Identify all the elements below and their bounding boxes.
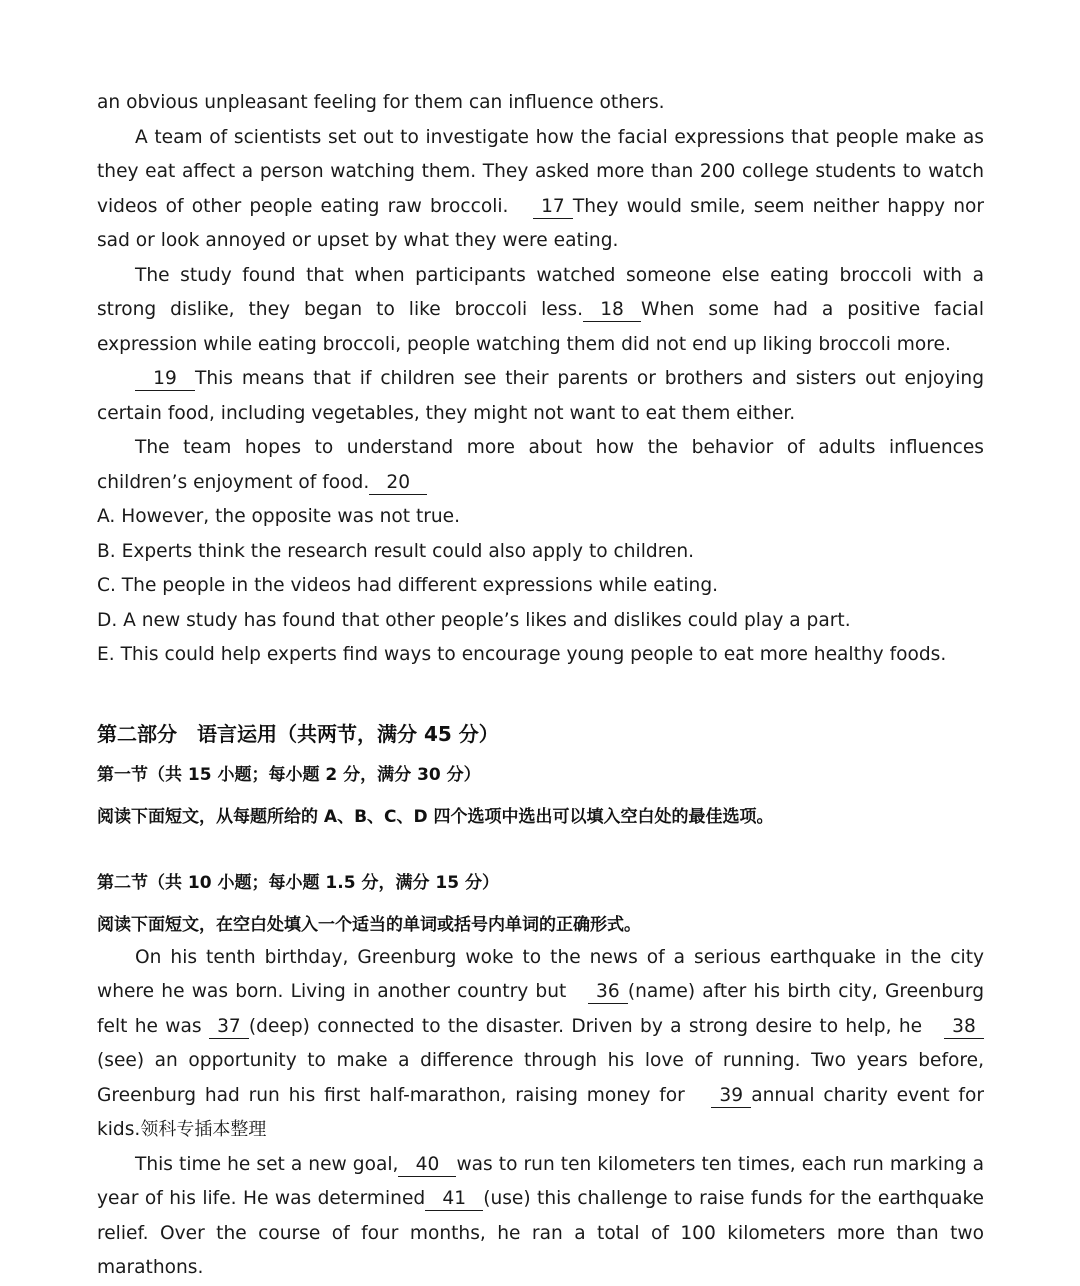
section1-instruction: 阅读下面短文，从每题所给的 A、B、C、D 四个选项中选出可以填入空白处的最佳选项。 [97, 806, 774, 827]
passage1-paragraph-2 [97, 259, 984, 363]
blank-19[interactable]: 19 [135, 368, 195, 391]
blank-38[interactable]: 38 [944, 1016, 984, 1039]
paragraph-text: This means that if children see their parents or brothers and sisters out enjoying certain food, including vegetables, they might not want to eat them either. [97, 368, 984, 424]
paragraph-text: (see) an opportunity to make a difference through his love of running. Two years before, Greenburg had run his first half-marathon, raising money for [97, 1050, 984, 1106]
passage1-paragraph-0: an obvious unpleasant feeling for them can influence others. [97, 92, 665, 113]
blank-20[interactable]: 20 [369, 472, 427, 495]
paragraph-text: annual charity event for kids. [97, 1084, 985, 1140]
paragraph-text: A team of scientists set out to investigate how the facial expressions that people make as they eat affect a person watching them. They asked more than 200 college students to watch videos of other people eating raw broccoli. [97, 126, 984, 217]
paragraph-text: They would smile, seem neither happy nor sad or look annoyed or upset by what they were eating. [97, 195, 985, 251]
option-c: C. The people in the videos had different expressions while eating. [97, 575, 719, 596]
blank-18[interactable]: 18 [583, 299, 641, 322]
section1-title: 第一节（共 15 小题；每小题 2 分，满分 30 分） [97, 764, 481, 785]
paragraph-text: On his tenth birthday, Greenburg woke to the news of a serious earthquake in the city where he was born. Living in another country but [97, 946, 984, 1002]
passage2-paragraph-2 [97, 1148, 984, 1286]
blank-17[interactable]: 17 [533, 196, 573, 219]
passage1-paragraph-4 [97, 431, 984, 500]
blank-39[interactable]: 39 [711, 1085, 751, 1108]
paragraph-text: (name) after his birth city, Greenburg felt he was [97, 981, 984, 1037]
paragraph-text: This time he set a new goal, [135, 1153, 399, 1175]
paragraph-text: The study found that when participants watched someone else eating broccoli with a strong dislike, they began to like broccoli less. [97, 264, 984, 320]
option-a: A. However, the opposite was not true. [97, 506, 461, 527]
option-d: D. A new study has found that other people’s likes and dislikes could play a part. [97, 609, 851, 631]
option-b: B. Experts think the research result could also apply to children. [97, 540, 695, 562]
paragraph-text: (use) this challenge to raise funds for the earthquake relief. Over the course of four months, he ran a total of 100 kilometers more than two marathons. [97, 1188, 985, 1278]
blank-41[interactable]: 41 [425, 1188, 483, 1211]
blank-36[interactable]: 36 [588, 981, 628, 1004]
paragraph-text: The team hopes to understand more about how the behavior of adults influences children’s enjoyment of food. [97, 437, 984, 493]
passage1-paragraph-1 [97, 121, 984, 259]
passage1-paragraph-3 [97, 362, 984, 431]
blank-40[interactable]: 40 [398, 1154, 456, 1177]
passage2-paragraph-1 [97, 941, 984, 1148]
answer-options [97, 500, 984, 673]
section2-title: 第二节（共 10 小题；每小题 1.5 分，满分 15 分） [97, 872, 499, 893]
option-e: E. This could help experts find ways to encourage young people to eat more healthy foods. [97, 644, 947, 665]
section2-instruction: 阅读下面短文，在空白处填入一个适当的单词或括号内单词的正确形式。 [97, 914, 641, 935]
watermark-note: 领科专插本整理 [140, 1119, 267, 1140]
part2-title: 第二部分 语言运用（共两节，满分 45 分） [97, 721, 499, 746]
paragraph-text: When some had a positive facial expression while eating broccoli, people watching them did not end up liking broccoli more. [97, 299, 984, 355]
paragraph-text: (deep) connected to the disaster. Driven by a strong desire to help, he [248, 1015, 923, 1037]
paragraph-text: was to run ten kilometers ten times, each run marking a year of his life. He was determined [97, 1153, 984, 1209]
blank-37[interactable]: 37 [209, 1016, 249, 1039]
